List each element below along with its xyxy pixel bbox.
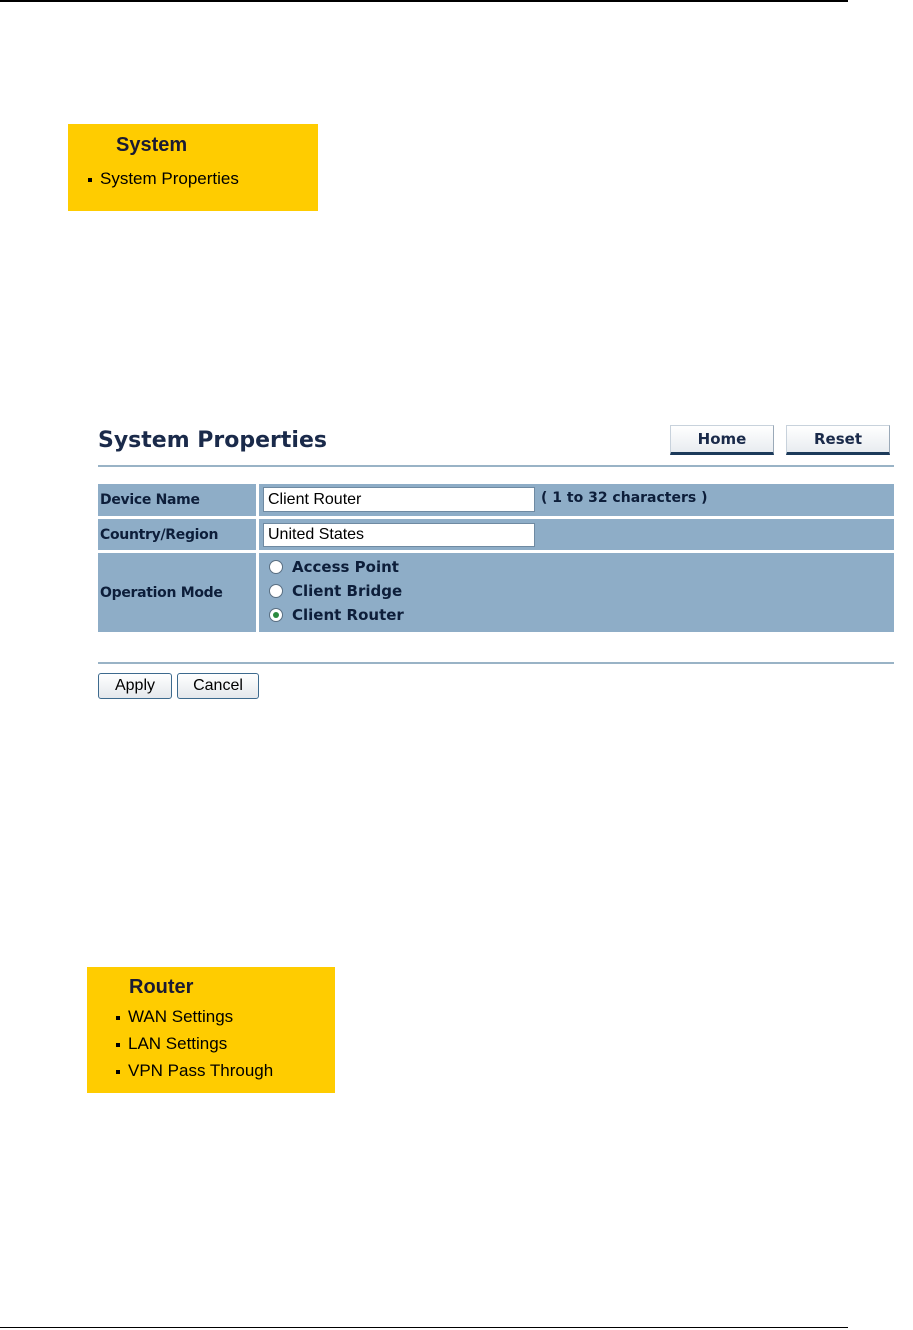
country-region-label: Country/Region xyxy=(98,519,256,550)
menu-item-wan-settings[interactable] xyxy=(116,1007,233,1027)
title-divider xyxy=(98,465,894,467)
system-menu-box xyxy=(68,124,318,211)
country-region-input[interactable] xyxy=(263,523,535,547)
menu-item-label: VPN Pass Through xyxy=(128,1061,274,1080)
form-bottom-divider xyxy=(98,662,894,664)
device-name-label: Device Name xyxy=(98,484,256,516)
radio-label: Client Bridge xyxy=(292,582,403,600)
radio-button-icon[interactable] xyxy=(269,560,283,574)
operation-mode-cell xyxy=(259,553,894,632)
page-top-rule xyxy=(0,0,848,2)
operation-mode-label: Operation Mode xyxy=(98,553,256,632)
operation-mode-row xyxy=(98,553,894,632)
country-region-row xyxy=(98,519,894,550)
device-name-row xyxy=(98,484,894,516)
menu-item-label: System Properties xyxy=(100,169,239,188)
device-name-input[interactable] xyxy=(263,487,535,512)
radio-button-selected-icon[interactable] xyxy=(269,608,283,622)
page-bottom-rule xyxy=(0,1327,848,1328)
system-properties-form xyxy=(98,484,894,632)
menu-item-label: LAN Settings xyxy=(128,1034,228,1053)
reset-button[interactable]: Reset xyxy=(786,425,890,455)
menu-item-system-properties[interactable] xyxy=(88,169,239,189)
router-menu-title: Router xyxy=(129,976,194,998)
radio-button-icon[interactable] xyxy=(269,584,283,598)
router-menu-box xyxy=(87,967,335,1093)
page-title: System Properties xyxy=(98,428,327,453)
menu-item-label: WAN Settings xyxy=(128,1007,234,1026)
radio-label: Client Router xyxy=(292,606,404,624)
radio-label: Access Point xyxy=(292,558,399,576)
menu-item-vpn-pass-through[interactable] xyxy=(116,1061,273,1081)
device-name-cell xyxy=(259,484,894,516)
apply-button[interactable]: Apply xyxy=(98,673,172,699)
home-button[interactable]: Home xyxy=(670,425,774,455)
country-region-cell xyxy=(259,519,894,550)
radio-client-router[interactable] xyxy=(269,604,404,626)
bullet-icon xyxy=(116,1070,120,1074)
device-name-hint: ( 1 to 32 characters ) xyxy=(541,490,708,506)
bullet-icon xyxy=(116,1016,120,1020)
menu-item-lan-settings[interactable] xyxy=(116,1034,227,1054)
radio-client-bridge[interactable] xyxy=(269,580,402,602)
bullet-icon xyxy=(88,178,92,182)
system-menu-title: System xyxy=(116,134,188,156)
bullet-icon xyxy=(116,1043,120,1047)
radio-access-point[interactable] xyxy=(269,556,399,578)
cancel-button[interactable]: Cancel xyxy=(177,673,259,699)
